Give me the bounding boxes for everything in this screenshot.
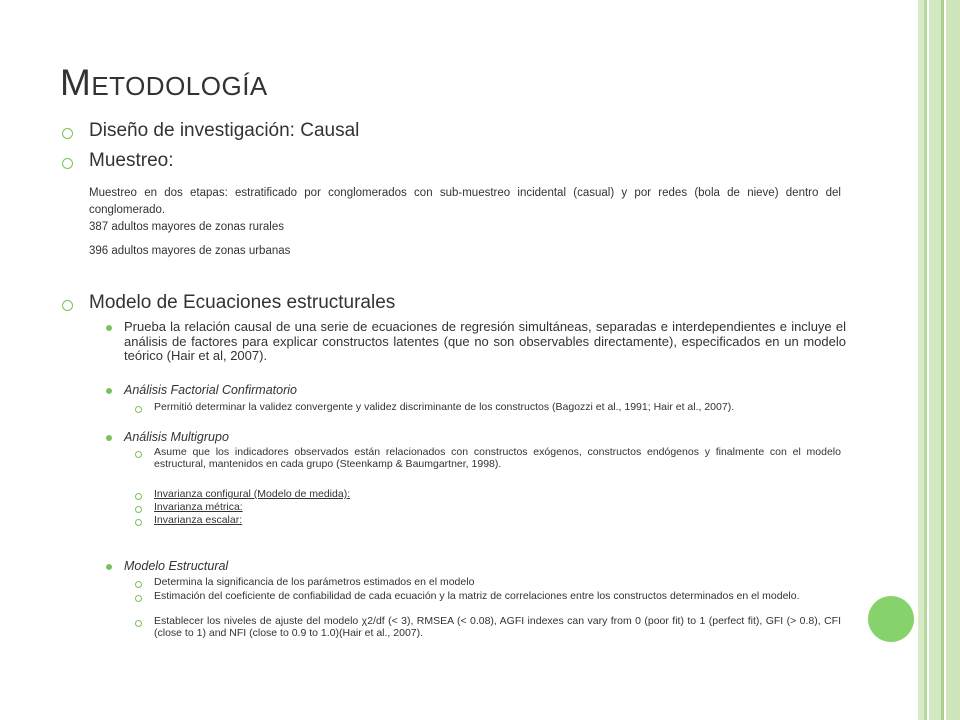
decorative-stripe bbox=[924, 0, 927, 720]
decorative-stripe bbox=[941, 0, 944, 720]
bullet-text: Permitió determinar la validez convergente y validez discriminante de los constructos (Bagozzi et al., 1991; Hair et al., 2007). bbox=[154, 401, 735, 413]
decorative-circle bbox=[868, 596, 914, 642]
small-circle-bullet-icon bbox=[135, 581, 142, 588]
bullet-text: Diseño de investigación: Causal bbox=[89, 120, 360, 141]
small-circle-bullet-icon bbox=[135, 595, 142, 602]
bullet-text: Muestreo: bbox=[89, 150, 174, 171]
bullet-text: Análisis Factorial Confirmatorio bbox=[124, 383, 297, 397]
sample-urban: 396 adultos mayores de zonas urbanas bbox=[89, 245, 291, 257]
decorative-stripe bbox=[946, 0, 960, 720]
bullet-text: Estimación del coeficiente de confiabilidad de cada ecuación y la matriz de correlaciones entre los constructos determinados en el modelo. bbox=[154, 590, 800, 602]
sample-rural: 387 adultos mayores de zonas rurales bbox=[89, 221, 284, 233]
small-circle-bullet-icon bbox=[135, 406, 142, 413]
slide-title: Metodología bbox=[60, 62, 268, 103]
muestreo-description: Muestreo en dos etapas: estratificado por conglomerados con sub-muestreo incidental (casual) y por redes (bola de nieve) dentro del conglomerado. bbox=[89, 187, 841, 216]
bullet-text: Prueba la relación causal de una serie de ecuaciones de regresión simultáneas, separadas e interdependientes e incluye el análisis de factores para explicar constructos latentes (que no son observables directamente), especificados en un modelo teórico (Hair et al, 2007). bbox=[124, 319, 846, 363]
dot-bullet-icon bbox=[106, 388, 112, 394]
small-circle-bullet-icon bbox=[135, 451, 142, 458]
bullet-text: Asume que los indicadores observados están relacionados con constructos exógenos, constructos endógenos y finalmente con el modelo estructural, mantenidos en cada grupo (Steenkamp & Baumgartner, 1998). bbox=[154, 446, 841, 470]
decorative-stripe bbox=[929, 0, 941, 720]
bullet-text: Establecer los niveles de ajuste del modelo χ2/df (< 3), RMSEA (< 0.08), AGFI indexes can vary from 0 (poor fit) to 1 (perfect fit), GFI (> 0.8), CFI (close to 1) and NFI (close to 0.9 to 1.0)(Hair et al., 2007). bbox=[154, 615, 841, 639]
bullet-text: Invarianza métrica: bbox=[154, 501, 243, 513]
bullet-text: Análisis Multigrupo bbox=[124, 430, 229, 444]
bullet-text: Determina la significancia de los parámetros estimados en el modelo bbox=[154, 576, 475, 588]
small-circle-bullet-icon bbox=[135, 519, 142, 526]
bullet-text: Modelo de Ecuaciones estructurales bbox=[89, 292, 396, 313]
dot-bullet-icon bbox=[106, 564, 112, 570]
circle-bullet-icon bbox=[62, 158, 73, 169]
bullet-text: Invarianza escalar: bbox=[154, 514, 243, 526]
small-circle-bullet-icon bbox=[135, 620, 142, 627]
circle-bullet-icon bbox=[62, 300, 73, 311]
small-circle-bullet-icon bbox=[135, 506, 142, 513]
bullet-text: Modelo Estructural bbox=[124, 559, 229, 573]
circle-bullet-icon bbox=[62, 128, 73, 139]
dot-bullet-icon bbox=[106, 325, 112, 331]
bullet-text: Invarianza configural (Modelo de medida): bbox=[154, 488, 351, 500]
dot-bullet-icon bbox=[106, 435, 112, 441]
small-circle-bullet-icon bbox=[135, 493, 142, 500]
